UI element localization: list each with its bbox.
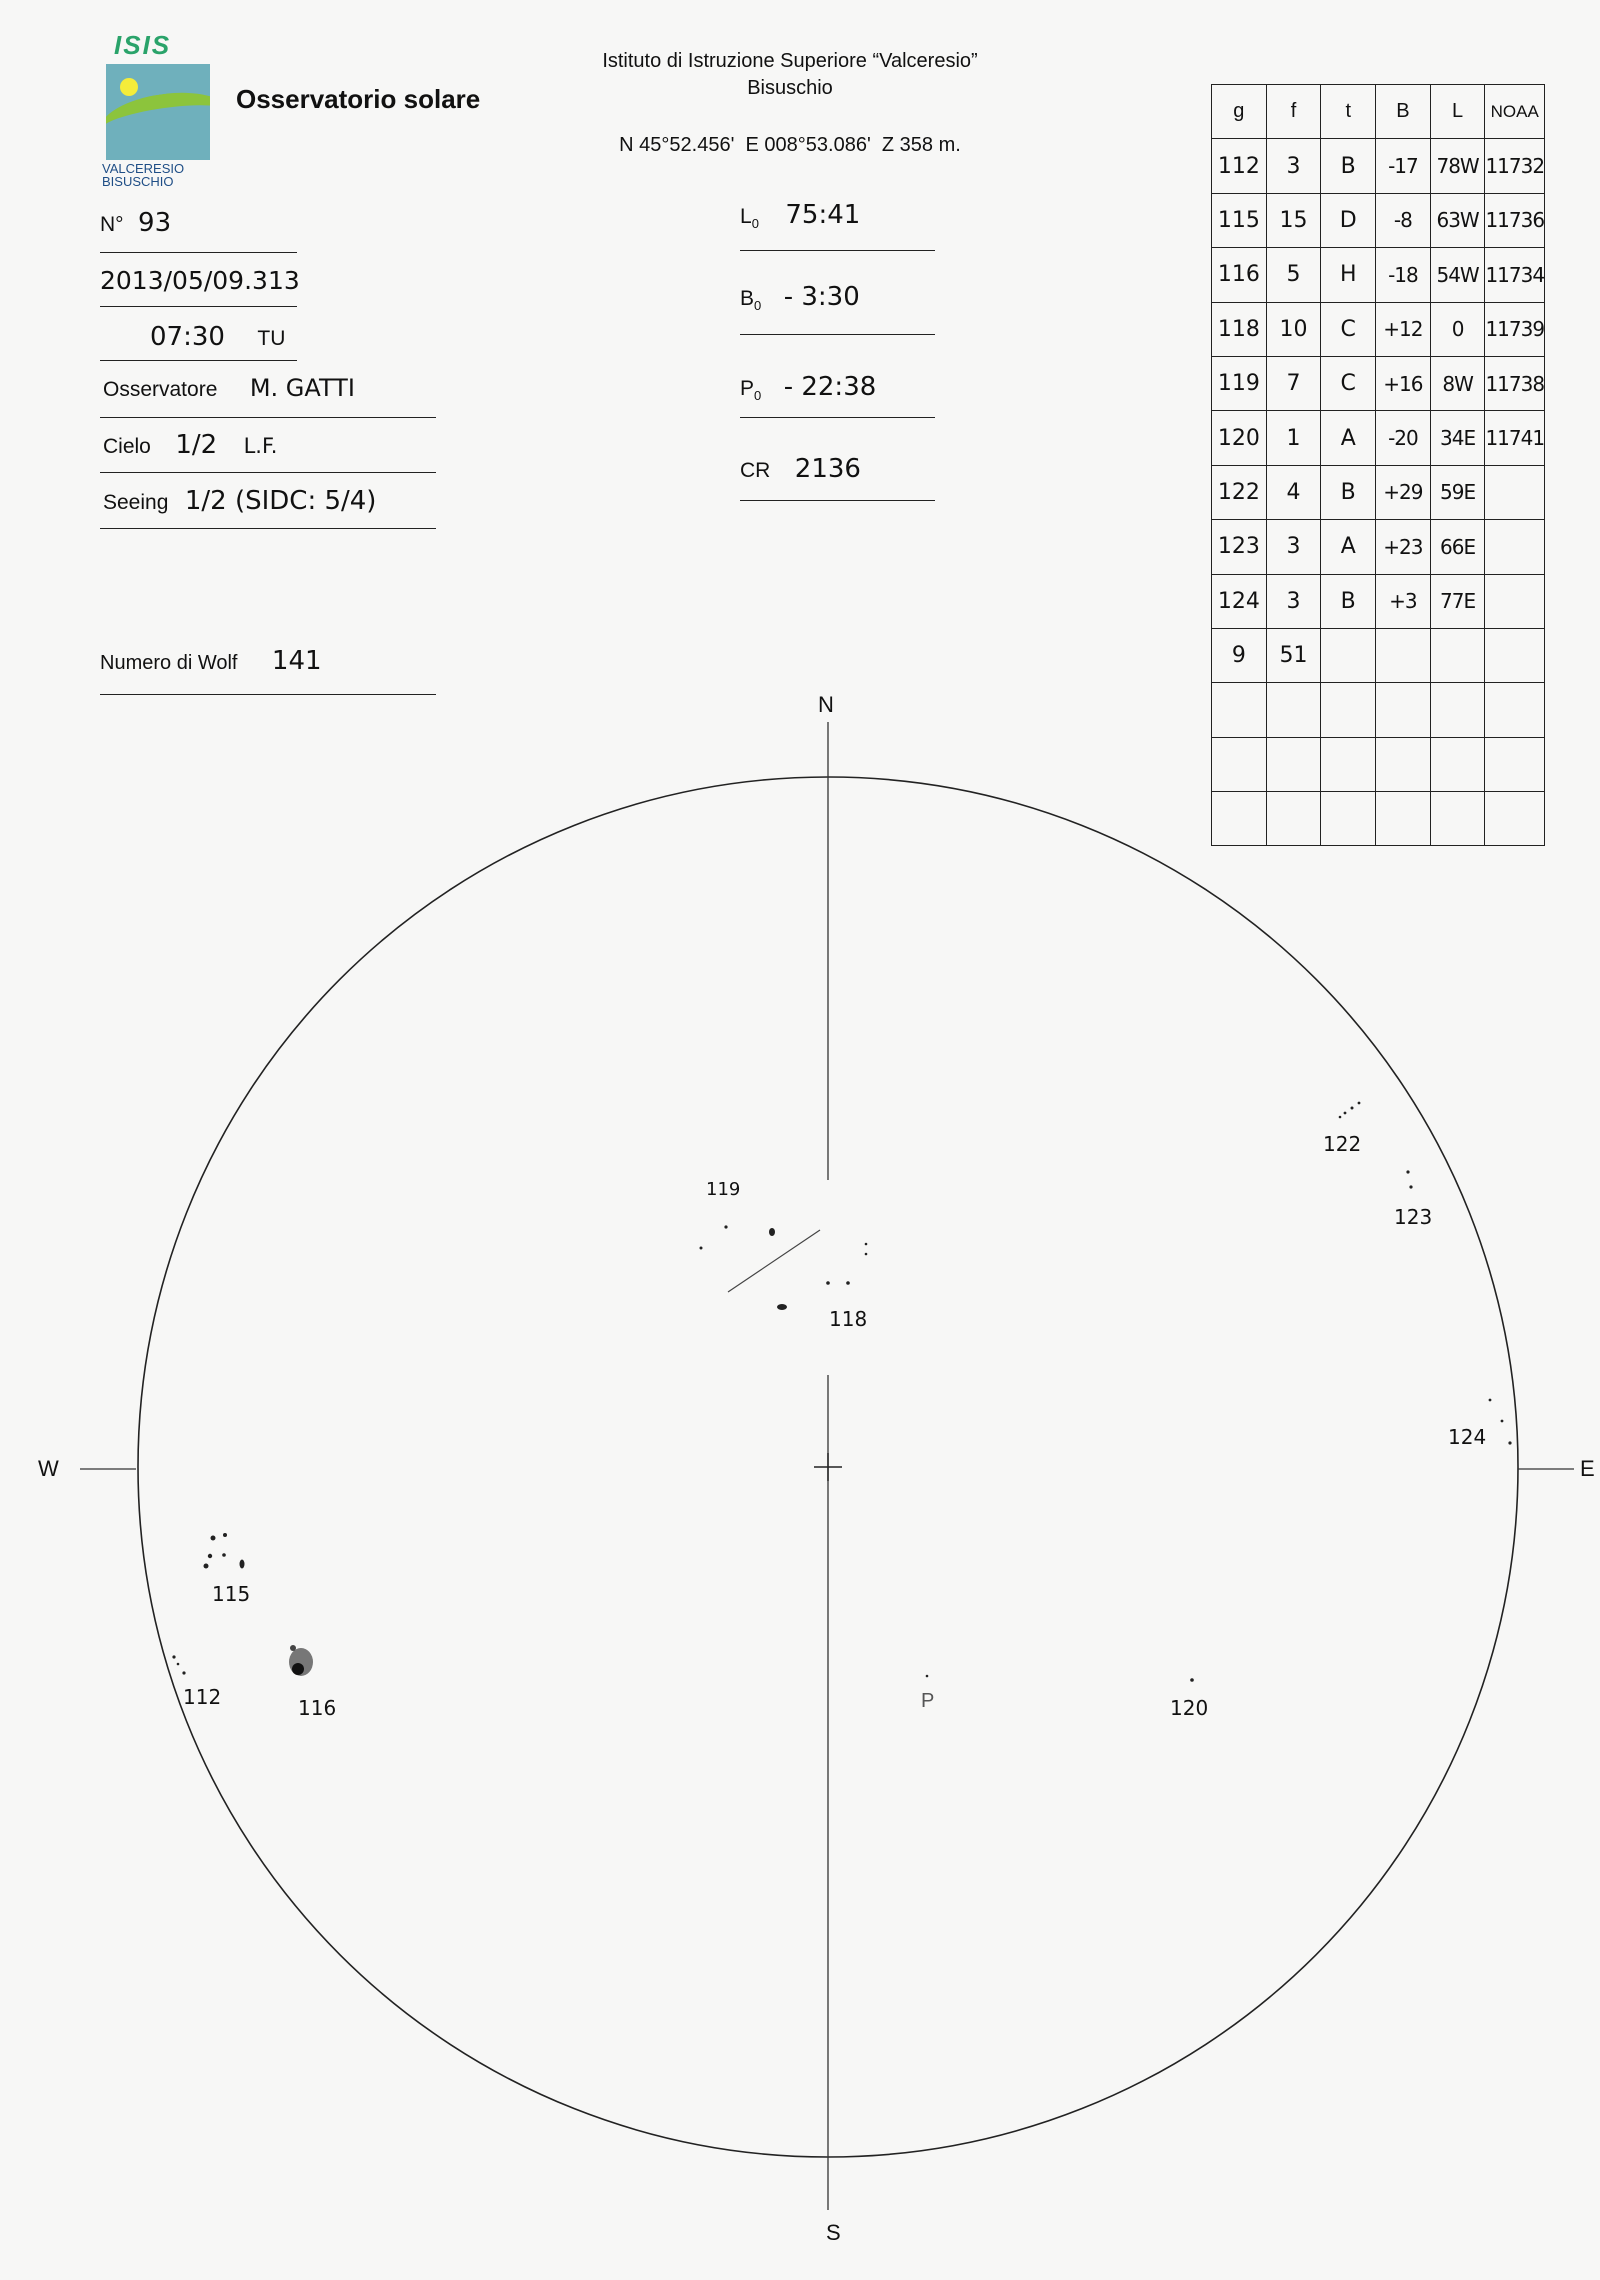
spot-119a: [769, 1228, 775, 1236]
logo-wordmark: ISIS: [114, 30, 172, 60]
cell-noaa: 11739: [1485, 302, 1545, 356]
cell-t: A: [1321, 520, 1376, 574]
cell-b: -8: [1376, 193, 1431, 247]
page-title: Osservatorio solare: [236, 84, 481, 114]
observation-date: 2013/05/09.313: [100, 266, 300, 295]
cell-f: 51: [1266, 628, 1321, 682]
cell-f: 1: [1266, 411, 1321, 465]
wolf-number: Numero di Wolf 141: [100, 646, 322, 676]
l0-field: $L_0$ 75:41: [740, 200, 861, 232]
cell-t: C: [1321, 302, 1376, 356]
observer: Osservatore M. GATTI: [103, 374, 355, 402]
group-label-123: 123: [1394, 1205, 1433, 1229]
cell-g: 120: [1212, 411, 1267, 465]
cell-l: 66E: [1430, 520, 1485, 574]
cell-f: 10: [1266, 302, 1321, 356]
north-label: N: [818, 692, 834, 717]
group-label-120: 120: [1170, 1696, 1209, 1720]
cell-noaa: 11734: [1485, 248, 1545, 302]
cell-g: 112: [1212, 139, 1267, 193]
spot-118a: [777, 1304, 787, 1310]
institute-name: Istituto di Istruzione Superiore “Valceresio”: [602, 50, 978, 72]
sunspots: [172, 1102, 1511, 1682]
cell-f: 3: [1266, 574, 1321, 628]
logo-caption: VALCERESIO BISUSCHIO: [102, 161, 185, 189]
group-label-116: 116: [298, 1696, 337, 1720]
seeing: Seeing 1/2 (SIDC: 5/4): [103, 486, 377, 516]
cell-b: +23: [1376, 520, 1431, 574]
group-label-122: 122: [1323, 1132, 1362, 1156]
cell-noaa: 11736: [1485, 193, 1545, 247]
spot-116-umbra: [292, 1663, 304, 1675]
institute-town: Bisuschio: [747, 77, 833, 99]
cell-l: 78W: [1430, 139, 1485, 193]
p0-field: $P_0$ - 22:38: [740, 372, 877, 404]
cell-l: 0: [1430, 302, 1485, 356]
cell-t: D: [1321, 193, 1376, 247]
cell-g: 115: [1212, 193, 1267, 247]
group-label-124: 124: [1448, 1425, 1487, 1449]
observation-time: 07:30 TU: [150, 322, 286, 352]
cell-b: -17: [1376, 139, 1431, 193]
cell-f: 7: [1266, 356, 1321, 410]
group-label-118: 118: [829, 1307, 868, 1331]
cell-f: 15: [1266, 193, 1321, 247]
equator-mark: [728, 1230, 820, 1292]
cell-l: 34E: [1430, 411, 1485, 465]
col-t: t: [1321, 85, 1376, 139]
cell-noaa: 11741: [1485, 411, 1545, 465]
east-label: E: [1580, 1456, 1595, 1481]
cell-t: H: [1321, 248, 1376, 302]
cell-g: 118: [1212, 302, 1267, 356]
cell-t: B: [1321, 465, 1376, 519]
cell-b: +29: [1376, 465, 1431, 519]
sky-condition: Cielo 1/2 L.F.: [103, 430, 278, 460]
cell-g: 9: [1212, 628, 1267, 682]
col-f: f: [1266, 85, 1321, 139]
group-label-115: 115: [212, 1582, 251, 1606]
cell-b: +12: [1376, 302, 1431, 356]
cell-b: +16: [1376, 356, 1431, 410]
carrington-rotation: CR 2136: [740, 454, 861, 484]
col-l: L: [1430, 85, 1485, 139]
cell-t: B: [1321, 574, 1376, 628]
south-label: S: [826, 2220, 841, 2245]
observation-number: N° 93: [100, 208, 172, 238]
cell-l: 8W: [1430, 356, 1485, 410]
cell-g: 119: [1212, 356, 1267, 410]
cell-g: 123: [1212, 520, 1267, 574]
col-b: B: [1376, 85, 1431, 139]
cell-noaa: 11738: [1485, 356, 1545, 410]
cell-l: 59E: [1430, 465, 1485, 519]
cell-l: 63W: [1430, 193, 1485, 247]
col-noaa: NOAA: [1485, 85, 1545, 139]
b0-field: $B_0$ - 3:30: [740, 282, 860, 314]
cell-g: 122: [1212, 465, 1267, 519]
cell-f: 3: [1266, 139, 1321, 193]
cell-t: B: [1321, 139, 1376, 193]
cell-noaa: 11732: [1485, 139, 1545, 193]
cell-f: 5: [1266, 248, 1321, 302]
col-g: g: [1212, 85, 1267, 139]
cell-f: 3: [1266, 520, 1321, 574]
cell-b: -20: [1376, 411, 1431, 465]
west-label: W: [38, 1456, 59, 1481]
cell-b: +3: [1376, 574, 1431, 628]
cell-f: 4: [1266, 465, 1321, 519]
cell-g: 124: [1212, 574, 1267, 628]
observatory-coordinates: N 45°52.456' E 008°53.086' Z 358 m.: [619, 134, 961, 156]
group-label-119: 119: [706, 1179, 741, 1200]
cell-g: 116: [1212, 248, 1267, 302]
cell-l: 54W: [1430, 248, 1485, 302]
cell-b: -18: [1376, 248, 1431, 302]
cell-l: 77E: [1430, 574, 1485, 628]
cell-t: C: [1321, 356, 1376, 410]
cell-t: A: [1321, 411, 1376, 465]
group-label-112: 112: [183, 1685, 222, 1709]
pole-mark: P: [921, 1690, 935, 1712]
